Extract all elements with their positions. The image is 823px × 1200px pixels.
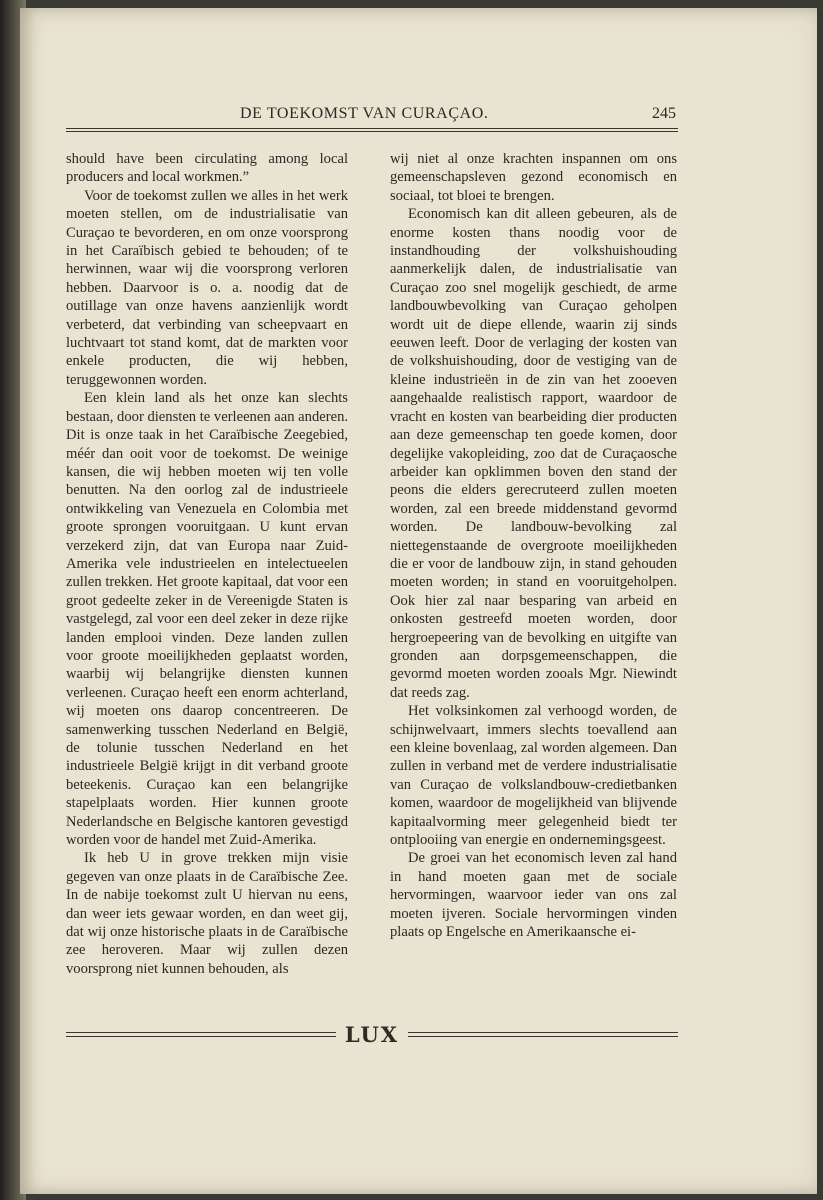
lux-logo: LUX [344, 1022, 400, 1047]
paragraph: Het volksinkomen zal verhoogd worden, de schijnwelvaart, immers slechts toevallend aan een kleine bovenlaag, zal worden algemeen. Dan zullen in verband met de verdere industrialisatie van Curaçao de volkslandbouw-credietbanken komen, waardoor de mogelijkheid van blijvende kapitaalvorming meer gelegenheid biedt ter ontplooiing van energie en ondernemingsgeest. [390, 703, 677, 849]
footer-rule-right [408, 1032, 678, 1037]
paragraph: De groei van het economisch leven zal hand in hand moeten gaan met de sociale hervormingen, waarvoor ieder van ons zal moeten ijveren. Sociale hervormingen vinden plaats op Engelsche en Amerikaansche ei- [390, 850, 677, 941]
paragraph: Economisch kan dit alleen gebeuren, als de enorme kosten thans noodig voor de instandhouding der volkshuishouding aanmerkelijk dalen, de industrialisatie van Curaçao zoo snel mogelijk geschiedt, de arme landbouwbevolking van Curaçao geholpen wordt uit de diepe ellende, waarin zij sinds eeuwen leeft. Door de verlaging der kosten van de volkshuishouding, door de vestiging van de kleine industrieën in de zin van het zooeven aangehaalde realistisch rapport, waardoor de vracht en kosten van bearbeiding dier producten aan deze gemeenschap ten goede komen, door degelijke vakopleiding, zoo dat de Curaçaosche arbeider kan opklimmen boven den stand der peons die elders gerecruteerd zullen moeten worden, zal een breede middenstand gevormd worden. De landbouw-bevolking zal niettegenstaande de overgroote moeilijkheden die er voor de landbouw zijn, in stand gehouden moeten worden; in stand en vooruitgeholpen. Ook hier zal naar besparing van arbeid en onkosten gestreefd moeten worden, door hergroepeering van de bevolking en uitgifte van gronden aan dorpsgemeenschappen, die gevormd moeten worden zooals Mgr. Niewindt dat reeds zag. [390, 206, 677, 701]
right-column [390, 150, 677, 941]
running-header [66, 102, 678, 128]
paragraph: wij niet al onze krachten inspannen om ons gemeenschapsleven gezond economisch en sociaal, tot bloei te brengen. [390, 151, 677, 204]
header-rule [66, 128, 678, 132]
paragraph: Voor de toekomst zullen we alles in het werk moeten stellen, om de industrialisatie van Curaçao te bevorderen, en om onze voorsprong in het Caraïbisch gebied te behouden; of te herwinnen, waar wij die voorsprong verloren hebben. Daarvoor is o. a. noodig dat de outillage van onze havens aanzienlijk wordt verbeterd, dat verbinding van scheepvaart en luchtvaart tot stand komt, dat de markten voor enkele producten, die wij hebben, teruggewonnen worden. [66, 187, 348, 388]
paragraph: Ik heb U in grove trekken mijn visie gegeven van onze plaats in de Caraïbische Zee. In de nabije toekomst zult U hiervan nu eens, dan weer iets gewaar worden, en dan weet gij, dat wij onze historische plaats in de Caraïbische zee heroveren. Maar wij zullen dezen voorsprong niet kunnen behouden, als [66, 850, 348, 977]
paragraph: should have been circulating among local producers and local workmen.” [66, 151, 348, 186]
paragraph: Een klein land als het onze kan slechts bestaan, door diensten te verleenen aan anderen. Dit is onze taak in het Caraïbische Zeegebied, méér dan ooit voor de toekomst. De weinige kansen, die wij hebben moeten wij ten volle benutten. Na den oorlog zal de industrieele ontwikkeling van Venezuela en Colombia met groote sprongen vooruitgaan. U kunt ervan verzekerd zijn, dat van Europa naar Zuid-Amerika vele industrieelen en intelectueelen zullen trekken. Het groote kapitaal, dat voor een groot gedeelte zeker in de Vereenigde Staten is vastgelegd, zal voor een deel zeker in deze rijke landen emplooi vinden. Deze landen zullen voor groote moeilijkheden geplaatst worden, waarbij wij belangrijke diensten kunnen verleenen. Curaçao heeft een enorm achterland, wij moeten ons daarop concentreeren. De samenwerking tusschen Nederland en België, de tolunie tusschen Nederland en het industrieele België krijgt in dit verband groote beteekenis. Curaçao kan een belangrijke stapelplaats worden. Hier kunnen groote Nederlandsche en Belgische kantoren gevestigd worden voor de handel met Zuid-Amerika. [66, 390, 349, 849]
page-number: 245 [652, 105, 676, 122]
footer [66, 1024, 678, 1048]
left-column [66, 150, 348, 978]
running-title: DE TOEKOMST VAN CURAÇAO. [240, 105, 489, 122]
footer-rule-left [66, 1032, 336, 1037]
